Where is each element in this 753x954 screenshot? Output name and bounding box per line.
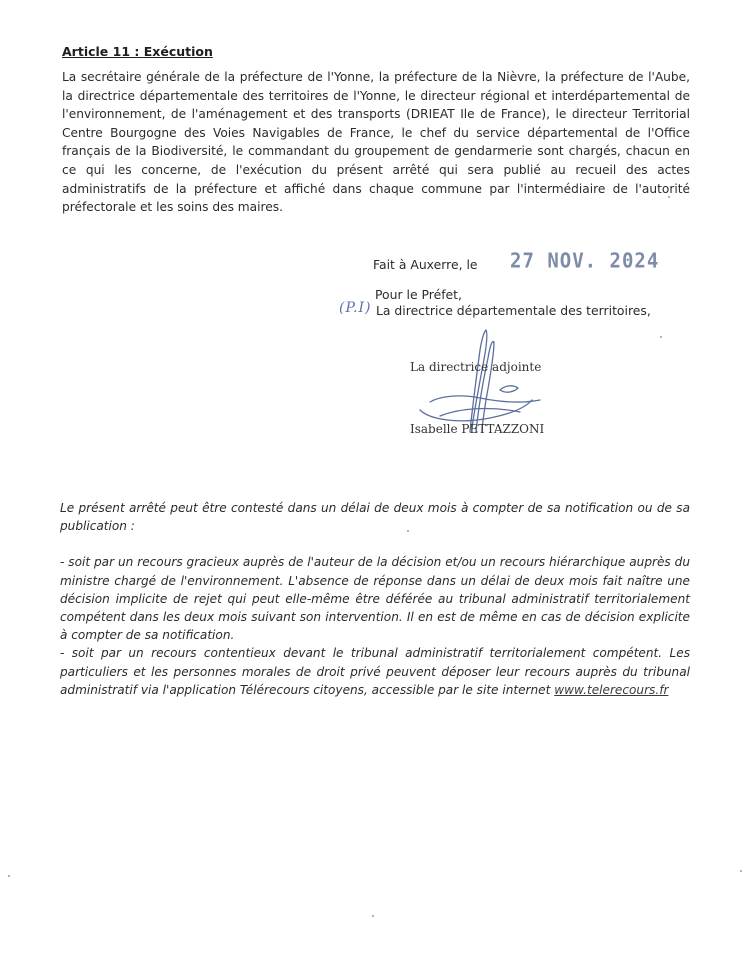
- pour-le-prefet: Pour le Préfet,: [375, 287, 462, 302]
- telerecours-link[interactable]: www.telerecours.fr: [554, 682, 669, 697]
- signatory-role: La directrice départementale des territoires,: [376, 303, 651, 318]
- scan-speck: [660, 336, 662, 338]
- article-heading-separator: :: [130, 44, 144, 59]
- stamp-name: Isabelle PETTAZZONI: [410, 422, 545, 436]
- article-body: La secrétaire générale de la préfecture de l'Yonne, la préfecture de la Nièvre, la préfecture de l'Aube, la directrice départementale des territoires de l'Yonne, le directeur régional et interdépartemental de l'environnement, de l'aménagement et des transports (DRIEAT Ile de France), le directeur Territorial Centre Bourgogne des Voies Navigables de France, le chef du service départemental de l'Office français de la Biodiversité, le commandant du groupement de gendarmerie sont chargés, chacun en ce qui les concerne, de l'exécution du présent arrêté qui sera publié au recueil des actes administratifs de la préfecture et affiché dans chaque commune par l'intermédiaire de l'autorité préfectorale et les soins des maires.: [62, 70, 690, 215]
- stamp-title: La directrice adjointe: [410, 360, 542, 374]
- article-heading: [62, 44, 213, 59]
- appeal-notice: [60, 499, 690, 699]
- scan-speck: [8, 875, 10, 877]
- scan-speck: [668, 196, 670, 198]
- appeal-option-contentieux-text: - soit par un recours contentieux devant le tribunal administratif territorialement compétent. Les particuliers et les personnes morales de droit privé peuvent déposer leur recours auprès du tribunal administratif via l'application Télérecours citoyens, accessible par le site internet: [60, 646, 690, 697]
- appeal-intro: Le présent arrêté peut être contesté dans un délai de deux mois à compter de sa notification ou de sa publication :: [60, 501, 690, 534]
- pi-handwritten-mark: (P.I): [339, 300, 372, 316]
- article-title: Exécution: [143, 44, 213, 59]
- scan-speck: [407, 530, 409, 532]
- scan-speck: [740, 870, 742, 872]
- place-date-label: Fait à Auxerre, le: [373, 257, 478, 272]
- scan-speck: [372, 915, 374, 917]
- article-number: Article 11: [62, 44, 131, 59]
- appeal-option-gracieux: - soit par un recours gracieux auprès de l'auteur de la décision et/ou un recours hiérarchique auprès du ministre chargé de l'environnement. L'absence de réponse dans un délai de deux mois fait naître une décision implicite de rejet qui peut elle-même être déférée au tribunal administratif territorialement compétent dans les deux mois suivant son intervention. Il en est de même en cas de décision explicite à compter de sa notification.: [60, 555, 690, 643]
- appeal-option-contentieux: [60, 644, 690, 699]
- date-stamp: 27 NOV. 2024: [510, 249, 660, 273]
